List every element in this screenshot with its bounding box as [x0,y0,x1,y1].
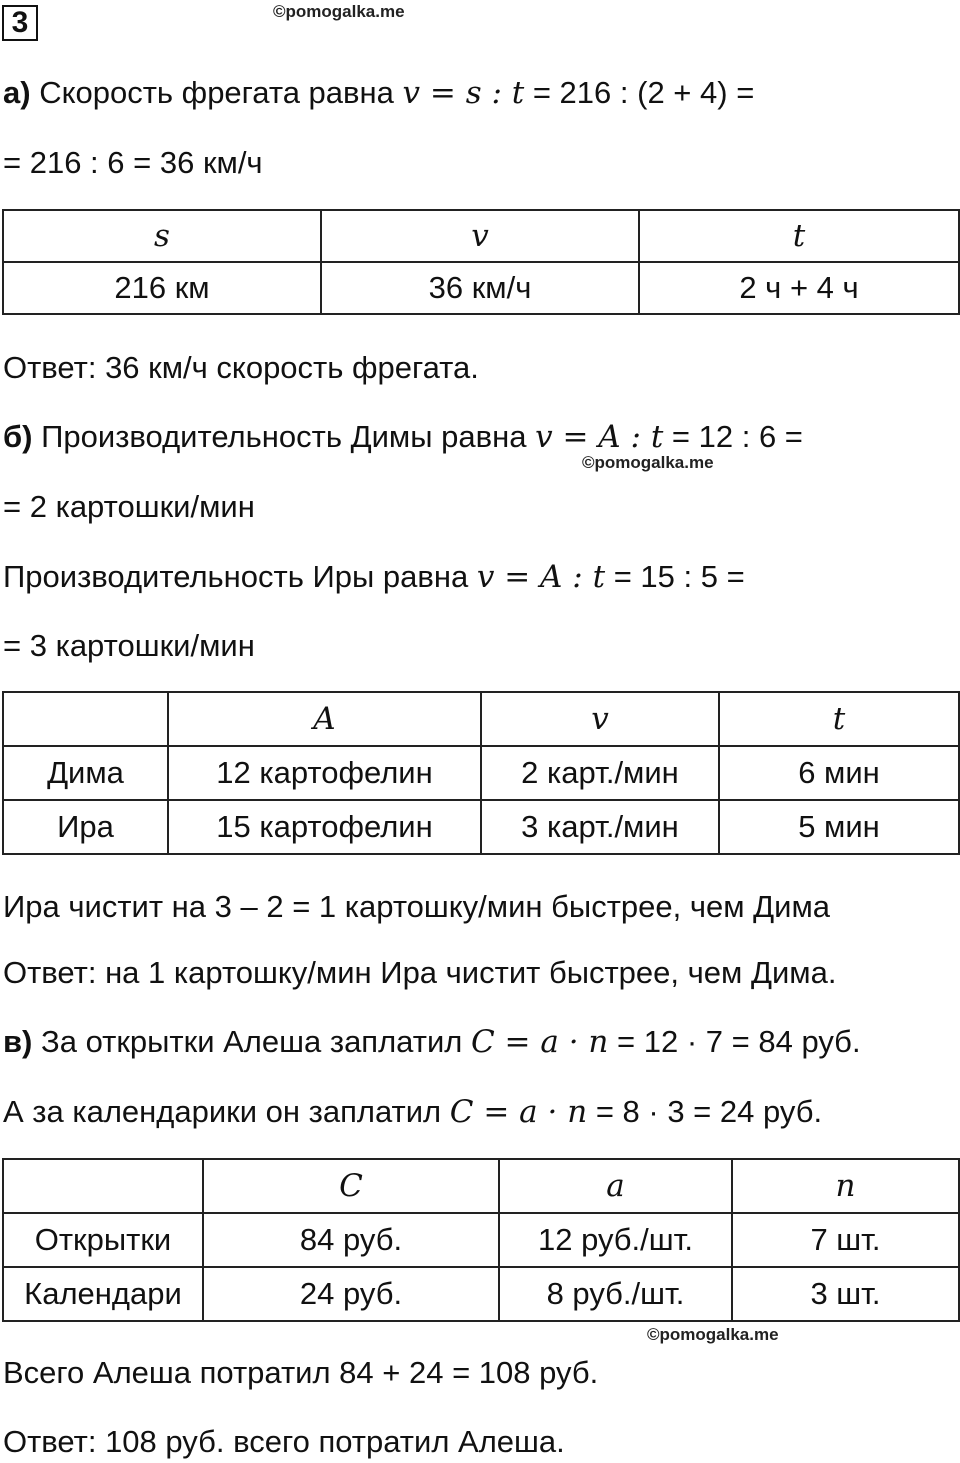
part-b-ira-calc: = 15 : 5 = [613,559,745,594]
part-c-calendar-line [3,1092,822,1132]
part-a-formula: v = s : t [402,75,525,111]
part-c-cards-text: За открытки Алеша заплатил [41,1024,463,1059]
table-header-row [3,692,959,746]
part-b-label: б) [3,419,33,454]
part-c-cal-text: А за календарики он заплатил [3,1094,442,1129]
part-b-ira-text: Производительность Иры равна [3,559,469,594]
part-b-dima-text: Производительность Димы равна [41,419,527,454]
part-a-label: а) [3,75,31,110]
watermark: ©pomogalka.me [647,1325,779,1344]
part-a-text: Скорость фрегата равна [39,75,394,110]
table-header-cell: v [321,210,639,262]
part-c-cards-line [3,1022,861,1062]
part-b-comparison: Ира чистит на 3 – 2 = 1 картошку/мин быстрее, чем Дима [3,889,831,924]
table-cell: 2 ч + 4 ч [639,262,959,314]
table-header-row [3,1159,959,1213]
part-a-line1 [3,73,754,113]
table-cell: 216 км [3,262,321,314]
part-c-cards-formula: C = a · n [470,1024,609,1060]
table-cell: Дима [3,746,168,800]
part-b-table [2,691,960,855]
table-header-cell: s [3,210,321,262]
table-cell: 15 картофелин [168,800,481,854]
table-header-cell: t [719,692,959,746]
part-b-ira-formula: v = A : t [476,559,606,595]
table-cell: Ира [3,800,168,854]
problem-number: 3 [2,5,38,41]
part-c-table [2,1158,960,1322]
table-header-cell: v [481,692,719,746]
table-cell: 36 км/ч [321,262,639,314]
watermark: ©pomogalka.me [273,2,405,21]
part-a-table [2,209,960,315]
part-b-ira-line [3,557,745,597]
table-row [3,800,959,854]
part-b-dima-line [3,417,803,457]
table-cell: 2 карт./мин [481,746,719,800]
part-c-cal-formula: C = a · n [449,1094,588,1130]
part-a-line2: = 216 : 6 = 36 км/ч [3,145,263,180]
part-b-dima-formula: v = A : t [535,419,664,455]
watermark: ©pomogalka.me [582,453,714,472]
table-row [3,746,959,800]
table-cell: 5 мин [719,800,959,854]
part-b-dima-calc: = 12 : 6 = [671,419,803,454]
part-c-answer: Ответ: 108 руб. всего потратил Алеша. [3,1424,565,1459]
table-cell: 8 руб./шт. [499,1267,732,1321]
table-header-cell [3,692,168,746]
table-header-cell: A [168,692,481,746]
table-cell: 6 мин [719,746,959,800]
table-cell: 24 руб. [203,1267,499,1321]
table-header-cell [3,1159,203,1213]
table-header-cell: a [499,1159,732,1213]
table-cell: 84 руб. [203,1213,499,1267]
table-cell: 3 карт./мин [481,800,719,854]
part-c-total: Всего Алеша потратил 84 + 24 = 108 руб. [3,1355,599,1390]
part-c-label: в) [3,1024,33,1059]
part-b-dima-result: = 2 картошки/мин [3,489,255,524]
table-cell: 12 руб./шт. [499,1213,732,1267]
table-cell: Календари [3,1267,203,1321]
part-b-answer: Ответ: на 1 картошку/мин Ира чистит быстрее, чем Дима. [3,955,837,990]
part-b-ira-result: = 3 картошки/мин [3,628,255,663]
part-a-calc: = 216 : (2 + 4) = [532,75,755,110]
part-a-answer: Ответ: 36 км/ч скорость фрегата. [3,350,479,385]
part-c-cal-calc: = 8 · 3 = 24 руб. [595,1094,823,1129]
part-c-cards-calc: = 12 · 7 = 84 руб. [617,1024,861,1059]
table-row [3,262,959,314]
table-row [3,1267,959,1321]
table-header-row [3,210,959,262]
table-cell: 3 шт. [732,1267,959,1321]
table-header-cell: t [639,210,959,262]
table-header-cell: C [203,1159,499,1213]
table-row [3,1213,959,1267]
table-header-cell: n [732,1159,959,1213]
table-cell: Открытки [3,1213,203,1267]
table-cell: 7 шт. [732,1213,959,1267]
table-cell: 12 картофелин [168,746,481,800]
